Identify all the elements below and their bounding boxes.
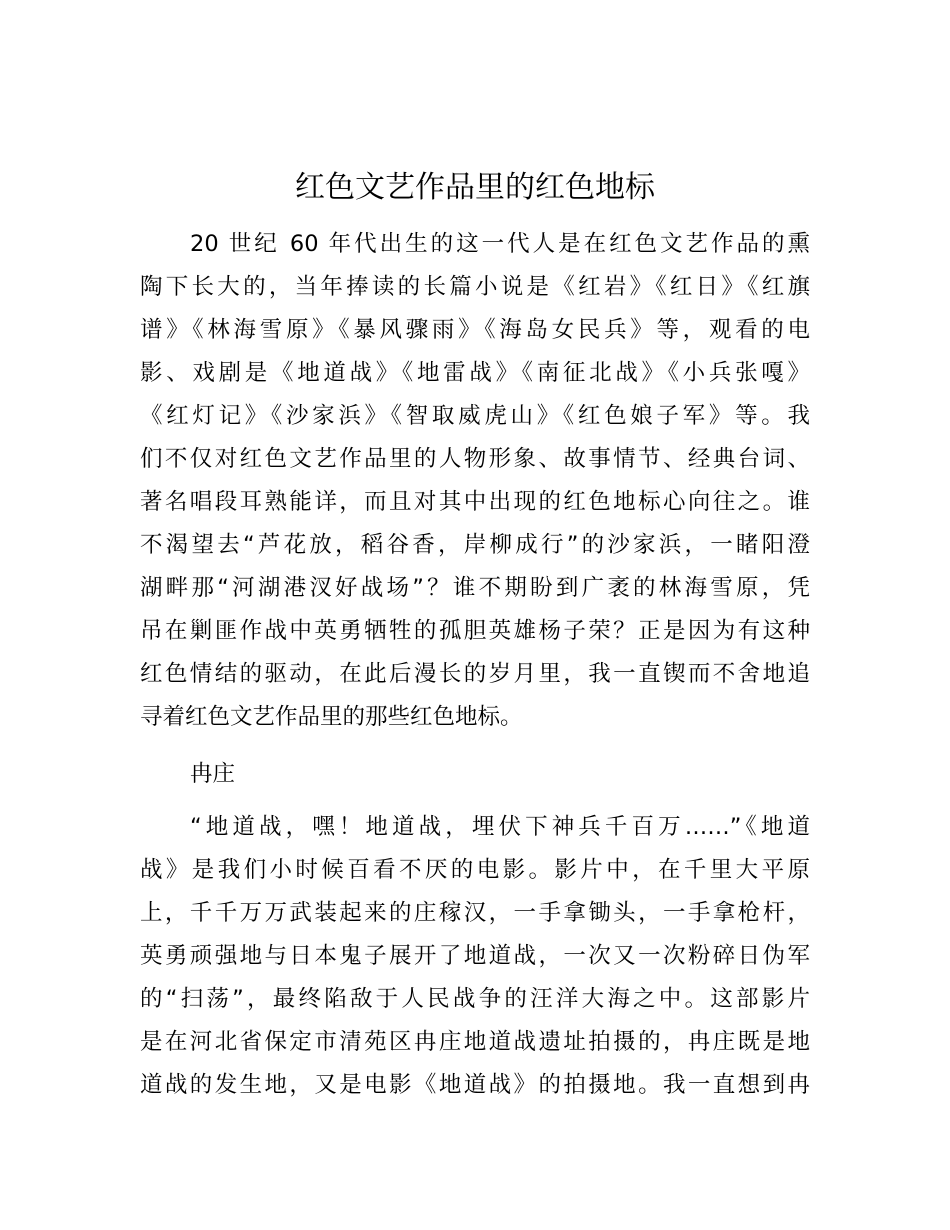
body-line-6: 们不仅对红色文艺作品里的人物形象、故事情节、经典台词、 — [140, 446, 810, 472]
body-line-16: 上，千千万万武装起来的庄稼汉，一手拿锄头，一手拿枪杆， — [140, 900, 810, 926]
body-line-8: 不渴望去“芦花放，稻谷香，岸柳成行”的沙家浜，一睹阳澄 — [140, 532, 810, 558]
body-line-20: 道战的发生地，又是电影《地道战》的拍摄地。我一直想到冉 — [140, 1072, 810, 1098]
body-line-4: 影、戏剧是《地道战》《地雷战》《南征北战》《小兵张嘎》 — [140, 360, 810, 386]
body-line-1: 20 世纪 60 年代出生的这一代人是在红色文艺作品的熏 — [190, 231, 810, 257]
body-line-10: 吊在剿匪作战中英勇牺牲的孤胆英雄杨子荣？正是因为有这种 — [140, 618, 810, 644]
body-line-14: “地道战，嘿！地道战，埋伏下神兵千百万……”《地道 — [190, 814, 810, 840]
body-line-18: 的“扫荡”，最终陷敌于人民战争的汪洋大海之中。这部影片 — [140, 986, 810, 1012]
body-line-9: 湖畔那“河湖港汊好战场”？谁不期盼到广袤的林海雪原，凭 — [140, 575, 810, 601]
section-heading: 冉庄 — [190, 761, 236, 787]
body-line-11: 红色情结的驱动，在此后漫长的岁月里，我一直锲而不舍地追 — [140, 661, 810, 687]
body-line-2: 陶下长大的，当年捧读的长篇小说是《红岩》《红日》《红旗 — [140, 274, 810, 300]
body-line-15: 战》是我们小时候百看不厌的电影。影片中，在千里大平原 — [140, 857, 810, 883]
body-line-5: 《红灯记》《沙家浜》《智取威虎山》《红色娘子军》等。我 — [140, 403, 810, 429]
body-line-3: 谱》《林海雪原》《暴风骤雨》《海岛女民兵》等，观看的电 — [140, 317, 810, 343]
body-line-7: 著名唱段耳熟能详，而且对其中出现的红色地标心向往之。谁 — [140, 489, 810, 515]
document-title: 红色文艺作品里的红色地标 — [295, 170, 655, 205]
body-line-17: 英勇顽强地与日本鬼子展开了地道战，一次又一次粉碎日伪军 — [140, 943, 810, 969]
body-line-19: 是在河北省保定市清苑区冉庄地道战遗址拍摄的，冉庄既是地 — [140, 1029, 810, 1055]
body-line-12: 寻着红色文艺作品里的那些红色地标。 — [140, 704, 523, 730]
